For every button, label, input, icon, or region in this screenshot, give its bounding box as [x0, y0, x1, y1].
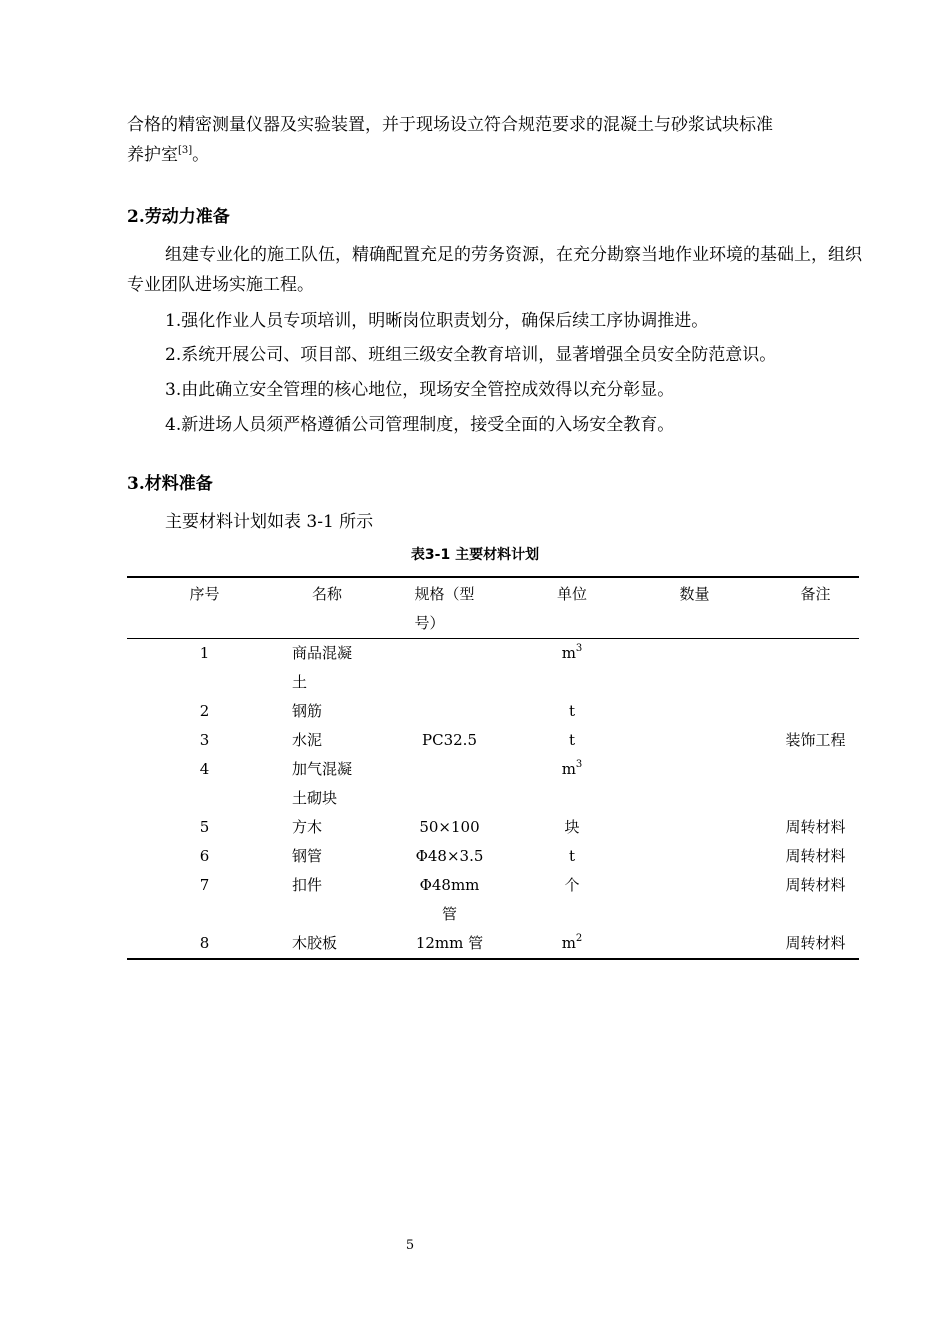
intro-line-2: 养护室	[127, 145, 178, 165]
cell-unit	[527, 697, 617, 726]
cell-note	[772, 755, 859, 813]
cell-spec	[372, 639, 527, 698]
cell-name-text: 加气混凝土砌块	[292, 760, 353, 807]
header-note	[772, 577, 859, 639]
table-header-row	[127, 577, 859, 639]
cell-no-text: 8	[199, 934, 210, 952]
cell-qty	[617, 726, 772, 755]
cell-name-text: 钢筋	[292, 702, 323, 720]
cell-note	[772, 842, 859, 871]
section-heading-materials: 3.材料准备	[127, 474, 213, 494]
cell-note	[772, 929, 859, 959]
cell-qty	[617, 871, 772, 929]
cell-note	[772, 813, 859, 842]
materials-paragraph: 主要材料计划如表 3-1 所示	[165, 512, 374, 532]
table-caption-number: 表3-1	[410, 547, 451, 563]
table-row	[127, 697, 859, 726]
cell-unit-text: m	[561, 934, 576, 952]
table-row	[127, 755, 859, 813]
cell-no	[127, 929, 282, 959]
cell-unit	[527, 755, 617, 813]
cell-unit	[527, 813, 617, 842]
citation-ref[interactable]: [3]	[178, 145, 193, 156]
header-no-text: 序号	[189, 585, 220, 603]
labor-item-2: 2.系统开展公司、项目部、班组三级安全教育培训，显著增强全员安全防范意识。	[165, 345, 777, 365]
table-row	[127, 639, 859, 698]
cell-unit	[527, 871, 617, 929]
cell-note	[772, 697, 859, 726]
cell-no-text: 3	[199, 731, 210, 749]
cell-unit-text: t	[568, 847, 576, 865]
table-row	[127, 871, 859, 929]
intro-line-1: 合格的精密测量仪器及实验装置，并于现场设立符合规范要求的混凝土与砂浆试块标准	[127, 115, 773, 135]
cell-spec	[372, 813, 527, 842]
cell-unit-text: t	[568, 731, 576, 749]
cell-spec	[372, 726, 527, 755]
cell-no	[127, 697, 282, 726]
cell-qty	[617, 813, 772, 842]
cell-qty	[617, 639, 772, 698]
cell-unit	[527, 929, 617, 959]
table-row	[127, 842, 859, 871]
cell-no-text: 4	[199, 760, 210, 778]
cell-name	[282, 929, 372, 959]
labor-paragraph: 组建专业化的施工队伍，精确配置充足的劳务资源，在充分勘察当地作业环境的基础上，组织专业团队进场实施工程。	[127, 245, 862, 295]
cell-name-text: 钢管	[292, 847, 323, 865]
header-spec-text: 规格（型号）	[414, 585, 475, 632]
cell-name-text: 木胶板	[292, 934, 338, 952]
cell-no	[127, 842, 282, 871]
labor-item-3: 3.由此确立安全管理的核心地位，现场安全管控成效得以充分彰显。	[165, 380, 675, 400]
cell-no	[127, 726, 282, 755]
cell-name	[282, 755, 372, 813]
cell-spec-text: Φ48×3.5	[415, 847, 484, 865]
table-body	[127, 639, 859, 960]
unit-superscript: 3	[575, 643, 583, 654]
cell-unit-text: m	[561, 644, 576, 662]
header-name	[282, 577, 372, 639]
materials-table	[127, 576, 859, 960]
cell-unit	[527, 639, 617, 698]
cell-note	[772, 726, 859, 755]
cell-no	[127, 871, 282, 929]
cell-unit	[527, 726, 617, 755]
cell-qty	[617, 755, 772, 813]
cell-note	[772, 871, 859, 929]
cell-spec	[372, 697, 527, 726]
cell-spec	[372, 842, 527, 871]
cell-unit-text: 个	[564, 876, 580, 894]
intro-end: 。	[192, 145, 210, 165]
cell-note-text: 周转材料	[785, 847, 846, 865]
cell-qty	[617, 929, 772, 959]
cell-name	[282, 871, 372, 929]
cell-no-text: 5	[199, 818, 210, 836]
cell-note-text: 周转材料	[785, 876, 846, 894]
table-row	[127, 726, 859, 755]
cell-unit-text: 块	[564, 818, 580, 836]
cell-name-text: 商品混凝土	[292, 644, 353, 691]
cell-name	[282, 726, 372, 755]
cell-no-text: 6	[199, 847, 210, 865]
section-heading-labor: 2.劳动力准备	[127, 207, 230, 227]
header-unit-text: 单位	[556, 585, 587, 603]
cell-spec-text: Φ48mm管	[419, 876, 480, 923]
header-unit	[527, 577, 617, 639]
cell-spec	[372, 755, 527, 813]
cell-name-text: 水泥	[292, 731, 323, 749]
cell-note-text: 周转材料	[785, 934, 846, 952]
header-no	[127, 577, 282, 639]
cell-unit-text: m	[561, 760, 576, 778]
cell-note-text: 装饰工程	[785, 731, 846, 749]
unit-superscript: 2	[575, 933, 583, 944]
cell-spec-text: 12mm 管	[415, 934, 484, 952]
cell-no-text: 2	[199, 702, 210, 720]
labor-item-1: 1.强化作业人员专项培训，明晰岗位职责划分，确保后续工序协调推进。	[165, 311, 709, 331]
cell-unit	[527, 842, 617, 871]
cell-name-text: 方木	[292, 818, 323, 836]
cell-no	[127, 639, 282, 698]
labor-item-4: 4.新进场人员须严格遵循公司管理制度，接受全面的入场安全教育。	[165, 415, 675, 435]
cell-spec-text: 50×100	[419, 818, 480, 836]
cell-spec-text: PC32.5	[422, 731, 477, 749]
header-note-text: 备注	[800, 585, 831, 603]
cell-no	[127, 813, 282, 842]
header-name-text: 名称	[311, 585, 342, 603]
cell-qty	[617, 697, 772, 726]
header-qty	[617, 577, 772, 639]
page-number: 5	[405, 1238, 415, 1253]
cell-no	[127, 755, 282, 813]
header-qty-text: 数量	[679, 585, 710, 603]
cell-spec	[372, 871, 527, 929]
cell-spec	[372, 929, 527, 959]
cell-name	[282, 639, 372, 698]
intro-paragraph	[127, 110, 862, 170]
header-spec	[372, 577, 527, 639]
cell-name	[282, 842, 372, 871]
unit-superscript: 3	[575, 759, 583, 770]
cell-name	[282, 697, 372, 726]
cell-no-text: 1	[199, 644, 210, 662]
table-row	[127, 813, 859, 842]
cell-name	[282, 813, 372, 842]
cell-qty	[617, 842, 772, 871]
cell-note-text: 周转材料	[785, 818, 846, 836]
cell-no-text: 7	[199, 876, 210, 894]
cell-unit-text: t	[568, 702, 576, 720]
table-caption-title: 主要材料计划	[455, 547, 540, 563]
table-row	[127, 929, 859, 959]
cell-note	[772, 639, 859, 698]
table-caption	[0, 544, 950, 564]
cell-name-text: 扣件	[292, 876, 323, 894]
